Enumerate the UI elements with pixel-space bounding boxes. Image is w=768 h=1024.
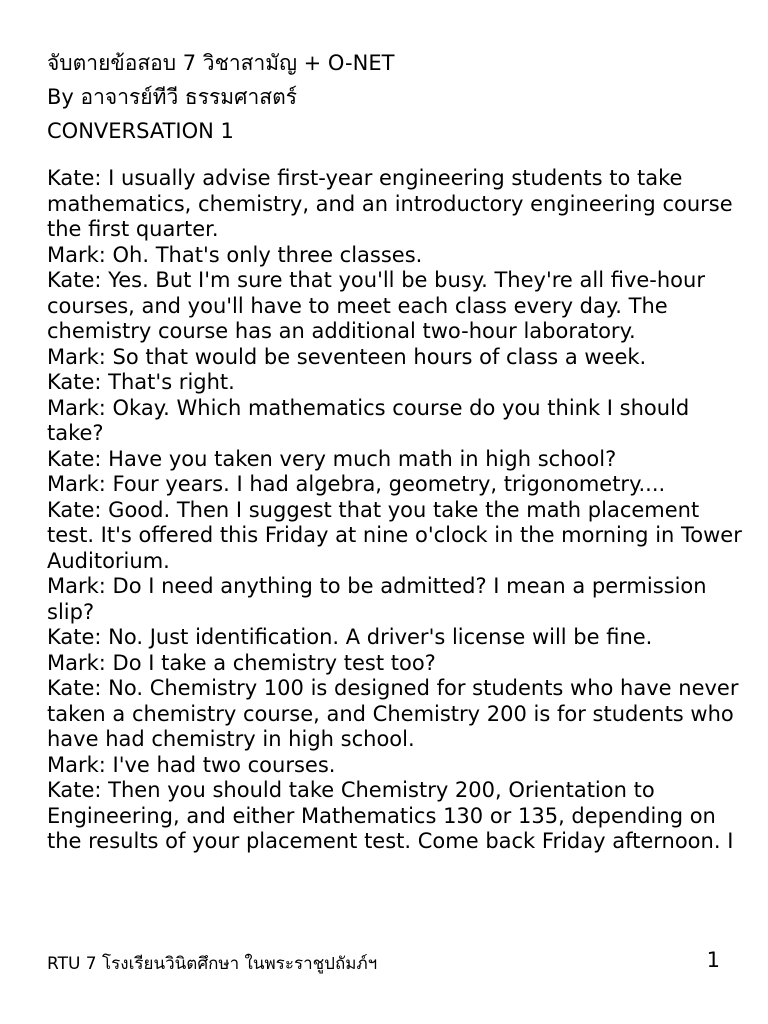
dialogue-line: Mark: I've had two courses. bbox=[47, 752, 336, 777]
document-author: By อาจารย์ทีวี ธรรมศาสตร์ bbox=[47, 85, 297, 109]
dialogue-line: Kate: Have you taken very much math in high school? bbox=[47, 446, 617, 471]
dialogue-line: Mark: Do I take a chemistry test too? bbox=[47, 650, 436, 675]
dialogue-line: Mark: Okay. Which mathematics course do you think I should take? bbox=[47, 395, 690, 445]
dialogue-line: Kate: No. Just identification. A driver's license will be fine. bbox=[47, 625, 653, 649]
document-title: จับตายข้อสอบ 7 วิชาสามัญ + O-NET bbox=[47, 51, 395, 75]
dialogue-line: Kate: Then you should take Chemistry 200, Orientation to Engineering, and either Mathematics 130 or 135, depending on the results of your placement test. Come back Friday afternoon. I bbox=[47, 778, 734, 853]
dialogue-line: Kate: I usually advise first-year engineering students to take mathematics, chemistry, and an introductory engineering course the first quarter. bbox=[47, 166, 733, 241]
dialogue-line: Mark: Do I need anything to be admitted? I mean a permission slip? bbox=[47, 574, 707, 624]
dialogue-line: Kate: That's right. bbox=[47, 370, 235, 394]
dialogue-line: Kate: Good. Then I suggest that you take the math placement test. It's offered this Friday at nine o'clock in the morning in Tower Auditorium. bbox=[47, 497, 742, 573]
section-heading: CONVERSATION 1 bbox=[47, 119, 234, 143]
document-page bbox=[47, 46, 747, 855]
dialogue-line: Mark: Four years. I had algebra, geometry, trigonometry.... bbox=[47, 472, 666, 496]
dialogue-line: Mark: Oh. That's only three classes. bbox=[47, 242, 423, 267]
spacer bbox=[47, 148, 747, 166]
dialogue-line: Mark: So that would be seventeen hours of class a week. bbox=[47, 344, 647, 369]
page-number: 1 bbox=[706, 948, 720, 972]
dialogue-line: Kate: Yes. But I'm sure that you'll be busy. They're all five-hour courses, and you'll have to meet each class every day. The chemistry course has an additional two-hour laboratory. bbox=[47, 268, 705, 343]
conversation-body bbox=[47, 166, 747, 855]
page-footer: RTU 7 โรงเรียนวินิตศึกษา ในพระราชูปถัมภ์ฯ bbox=[47, 954, 378, 974]
dialogue-line: Kate: No. Chemistry 100 is designed for students who have never taken a chemistry course, and Chemistry 200 is for students who have had chemistry in high school. bbox=[47, 676, 739, 751]
